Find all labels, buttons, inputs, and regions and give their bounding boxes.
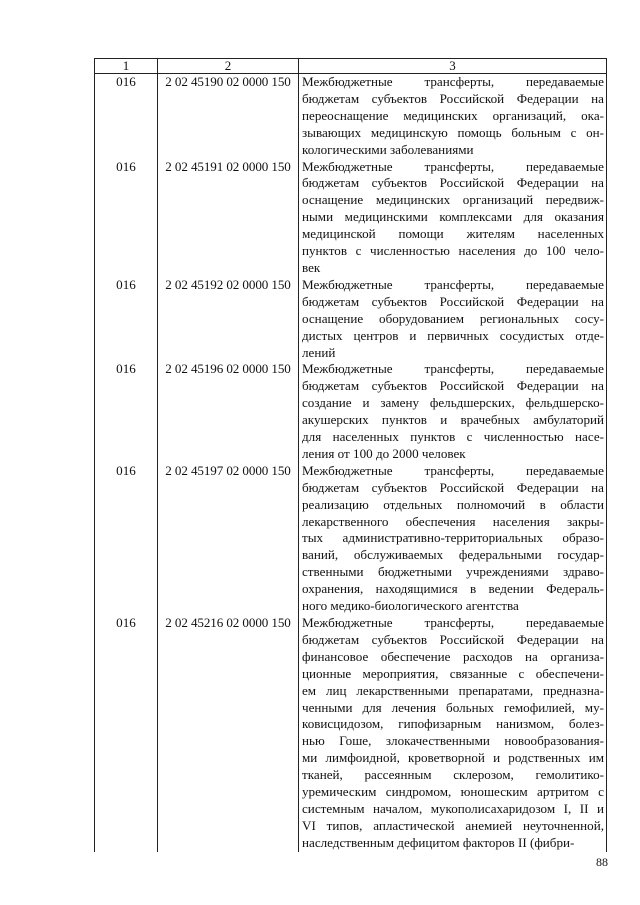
table-row: [95, 615, 607, 852]
description-cell: [299, 463, 607, 615]
description-line: ления от 100 до 2000 человек: [302, 445, 466, 461]
admin-code-cell: 016: [95, 74, 158, 159]
table-row: [95, 463, 607, 615]
description-line: переоснащение медицинских организаций, ока-: [302, 107, 604, 123]
description-line: уремическим синдромом, юношеским артритом с: [302, 784, 604, 800]
description-line: финансовое обеспечение расходов на организа-: [302, 648, 604, 664]
description-line: акушерских пунктов и врачебных амбулаторий: [302, 412, 604, 428]
description-line: наследственным дефицитом факторов II (фибри-: [302, 834, 575, 850]
description-line: пунктов с численностью населения до 100 чело-: [302, 243, 604, 259]
table-row: [95, 361, 607, 462]
description-line: Межбюджетные трансферты, передаваемые: [302, 158, 604, 174]
admin-code-cell: 016: [95, 277, 158, 362]
description-line: ционные мероприятия, связанные с обеспечени-: [302, 665, 604, 681]
description-line: VI типов, апластической анемией неуточненной,: [302, 817, 604, 833]
description-line: охранения, находящимися в ведении Федераль-: [302, 581, 604, 597]
kbk-code-cell: 2 02 45190 02 0000 150: [158, 74, 299, 159]
description-cell: [299, 361, 607, 462]
description-line: ченными для лечения больных гемофилией, му-: [302, 699, 604, 715]
page-number: 88: [596, 855, 608, 869]
admin-code-cell: 016: [95, 463, 158, 615]
header-col-3: 3: [299, 59, 607, 74]
description-line: ного медико-биологического агентства: [302, 598, 519, 614]
description-line: Межбюджетные трансферты, передаваемые: [302, 361, 604, 377]
description-line: ми лимфоидной, кроветворной и родственных им: [302, 750, 604, 766]
description-line: Межбюджетные трансферты, передаваемые: [302, 462, 604, 478]
table-row: [95, 277, 607, 362]
description-line: бюджетам субъектов Российской Федерации на: [302, 479, 604, 495]
description-line: век: [302, 259, 321, 275]
description-line: нью Гоше, злокачественными новообразования-: [302, 733, 604, 749]
description-line: ственными бюджетными учреждениями здраво-: [302, 564, 604, 580]
description-line: Межбюджетные трансферты, передаваемые: [302, 74, 604, 89]
description-cell: [299, 159, 607, 277]
description-line: бюджетам субъектов Российской Федерации на: [302, 175, 604, 191]
budget-classification-table: [94, 58, 607, 852]
description-cell: [299, 74, 607, 159]
header-col-2: 2: [158, 59, 299, 74]
table-row: [95, 159, 607, 277]
description-line: ковисцидозом, гипофизарным нанизмом, болез-: [302, 716, 604, 732]
table-header-row: [95, 59, 607, 74]
header-col-1: 1: [95, 59, 158, 74]
description-cell: [299, 277, 607, 362]
description-line: Межбюджетные трансферты, передаваемые: [302, 276, 604, 292]
kbk-code-cell: 2 02 45191 02 0000 150: [158, 159, 299, 277]
description-line: ем лиц лекарственными препаратами, предназна-: [302, 682, 604, 698]
kbk-code-cell: 2 02 45192 02 0000 150: [158, 277, 299, 362]
description-line: тых административно-территориальных образо-: [302, 530, 604, 546]
description-line: реализацию отдельных полномочий в области: [302, 496, 604, 512]
description-line: зывающих медицинскую помощь больным с он-: [302, 124, 604, 140]
kbk-code-cell: 2 02 45196 02 0000 150: [158, 361, 299, 462]
table-row: [95, 74, 607, 159]
description-line: лекарственного обеспечения населения закры-: [302, 513, 604, 529]
description-line: ваний, обслуживаемых федеральными государ-: [302, 547, 604, 563]
description-line: бюджетам субъектов Российской Федерации на: [302, 90, 604, 106]
description-line: лений: [302, 344, 336, 360]
description-line: бюджетам субъектов Российской Федерации на: [302, 293, 604, 309]
admin-code-cell: 016: [95, 615, 158, 852]
description-cell: [299, 615, 607, 852]
description-line: дистых центров и первичных сосудистых отде-: [302, 327, 604, 343]
kbk-code-cell: 2 02 45197 02 0000 150: [158, 463, 299, 615]
description-line: бюджетам субъектов Российской Федерации на: [302, 631, 604, 647]
description-line: оснащение оборудованием региональных сосу-: [302, 310, 604, 326]
description-line: тканей, рассеянным склерозом, гемолитико-: [302, 767, 604, 783]
admin-code-cell: 016: [95, 159, 158, 277]
description-line: бюджетам субъектов Российской Федерации на: [302, 378, 604, 394]
description-line: кологическими заболеваниями: [302, 141, 474, 157]
description-line: оснащение медицинских организаций передвиж-: [302, 192, 604, 208]
description-line: создание и замену фельдшерских, фельдшерско-: [302, 395, 604, 411]
description-line: системным началом, мукополисахаридозом I, II и: [302, 800, 604, 816]
kbk-code-cell: 2 02 45216 02 0000 150: [158, 615, 299, 852]
description-line: для населенных пунктов с численностью насе-: [302, 429, 604, 445]
admin-code-cell: 016: [95, 361, 158, 462]
description-line: Межбюджетные трансферты, передаваемые: [302, 615, 604, 630]
description-line: медицинской помощи жителям населенных: [302, 226, 604, 242]
description-line: ными медицинскими комплексами для оказания: [302, 209, 604, 225]
